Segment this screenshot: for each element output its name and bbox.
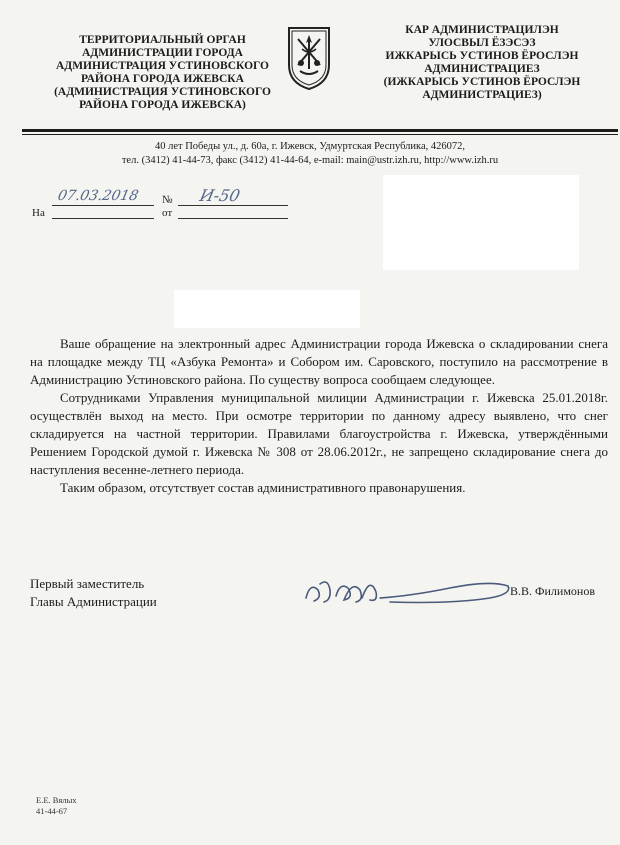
izhevsk-coat-of-arms-icon <box>286 25 332 91</box>
handwritten-signature <box>300 568 515 610</box>
from-underline <box>178 218 288 219</box>
executor-name: Е.Е. Вялых <box>36 795 77 805</box>
on-label: На <box>32 207 45 219</box>
left-org-line: РАЙОНА ГОРОДА ИЖЕВСКА <box>81 73 244 85</box>
contacts-line: тел. (3412) 41-44-73, факс (3412) 41-44-64, e-mail: main@ustr.izh.ru, http://www.izh.ru <box>121 155 499 166</box>
number-underline <box>178 205 288 206</box>
executor-phone: 41-44-67 <box>36 806 68 816</box>
signatory-title <box>30 575 157 611</box>
redacted-salutation <box>174 290 360 328</box>
body-paragraph: Ваше обращение на электронный адрес Администрации города Ижевска о складировании снега на площадке между ТЦ «Азбука Ремонта» и Собором им. Саровского, поступило на рассмотрение в Администрацию Устиновского района. По существу вопроса сообщаем следующее. <box>30 336 608 387</box>
left-org-line: АДМИНИСТРАЦИЯ УСТИНОВСКОГО <box>55 60 269 72</box>
redacted-addressee <box>383 175 579 270</box>
right-org-line: АДМИНИСТРАЦИЕЗ) <box>422 89 542 101</box>
left-org-line: АДМИНИСТРАЦИИ ГОРОДА <box>82 47 243 59</box>
handwritten-number: И-50 <box>197 186 242 205</box>
header-divider-thick <box>22 129 618 132</box>
header-divider-thin <box>22 134 618 135</box>
right-org-line: УЛОСВЫЛ ЁЗЭСЭЗ <box>428 37 536 49</box>
on-underline <box>52 218 154 219</box>
handwritten-date: 07.03.2018 <box>56 188 140 204</box>
date-underline <box>52 205 154 206</box>
signatory-name: В.В. Филимонов <box>510 584 596 598</box>
right-org-line: (ИЖКАРЫСЬ УСТИНОВ ЁРОСЛЭН <box>383 76 581 88</box>
left-org-line: (АДМИНИСТРАЦИЯ УСТИНОВСКОГО <box>54 86 271 98</box>
signatory-title-line: Главы Администрации <box>30 594 157 609</box>
address-line: 40 лет Победы ул., д. 60а, г. Ижевск, Удмуртская Республика, 426072, <box>154 141 466 152</box>
left-org-line: РАЙОНА ГОРОДА ИЖЕВСКА) <box>79 99 246 111</box>
left-org-line: ТЕРРИТОРИАЛЬНЫЙ ОРГАН <box>79 34 246 46</box>
signatory-title-line: Первый заместитель <box>30 576 145 591</box>
left-organization-name <box>35 34 290 112</box>
right-organization-name <box>358 24 606 102</box>
body-paragraph: Таким образом, отсутствует состав административного правонарушения. <box>60 480 466 495</box>
right-org-line: ИЖКАРЫСЬ УСТИНОВ ЁРОСЛЭН <box>385 50 579 62</box>
right-org-line: КАР АДМИНИСТРАЦИЛЭН <box>405 24 559 36</box>
from-label: от <box>162 207 173 219</box>
letter-body <box>30 335 608 497</box>
body-paragraph: Сотрудниками Управления муниципальной милиции Администрации г. Ижевска 25.01.2018г. осуществлён выход на место. При осмотре территории по данному адресу выявлено, что снег складируется на частной территории. Правилами благоустройства г. Ижевска, утверждёнными Решением Городской думой г. Ижевска № 308 от 28.06.2012г., не запрещено складирование снега до наступления весенне-летнего периода. <box>30 390 608 477</box>
number-label: № <box>162 194 173 206</box>
right-org-line: АДМИНИСТРАЦИЕЗ <box>424 63 540 75</box>
executor-info <box>36 795 77 817</box>
